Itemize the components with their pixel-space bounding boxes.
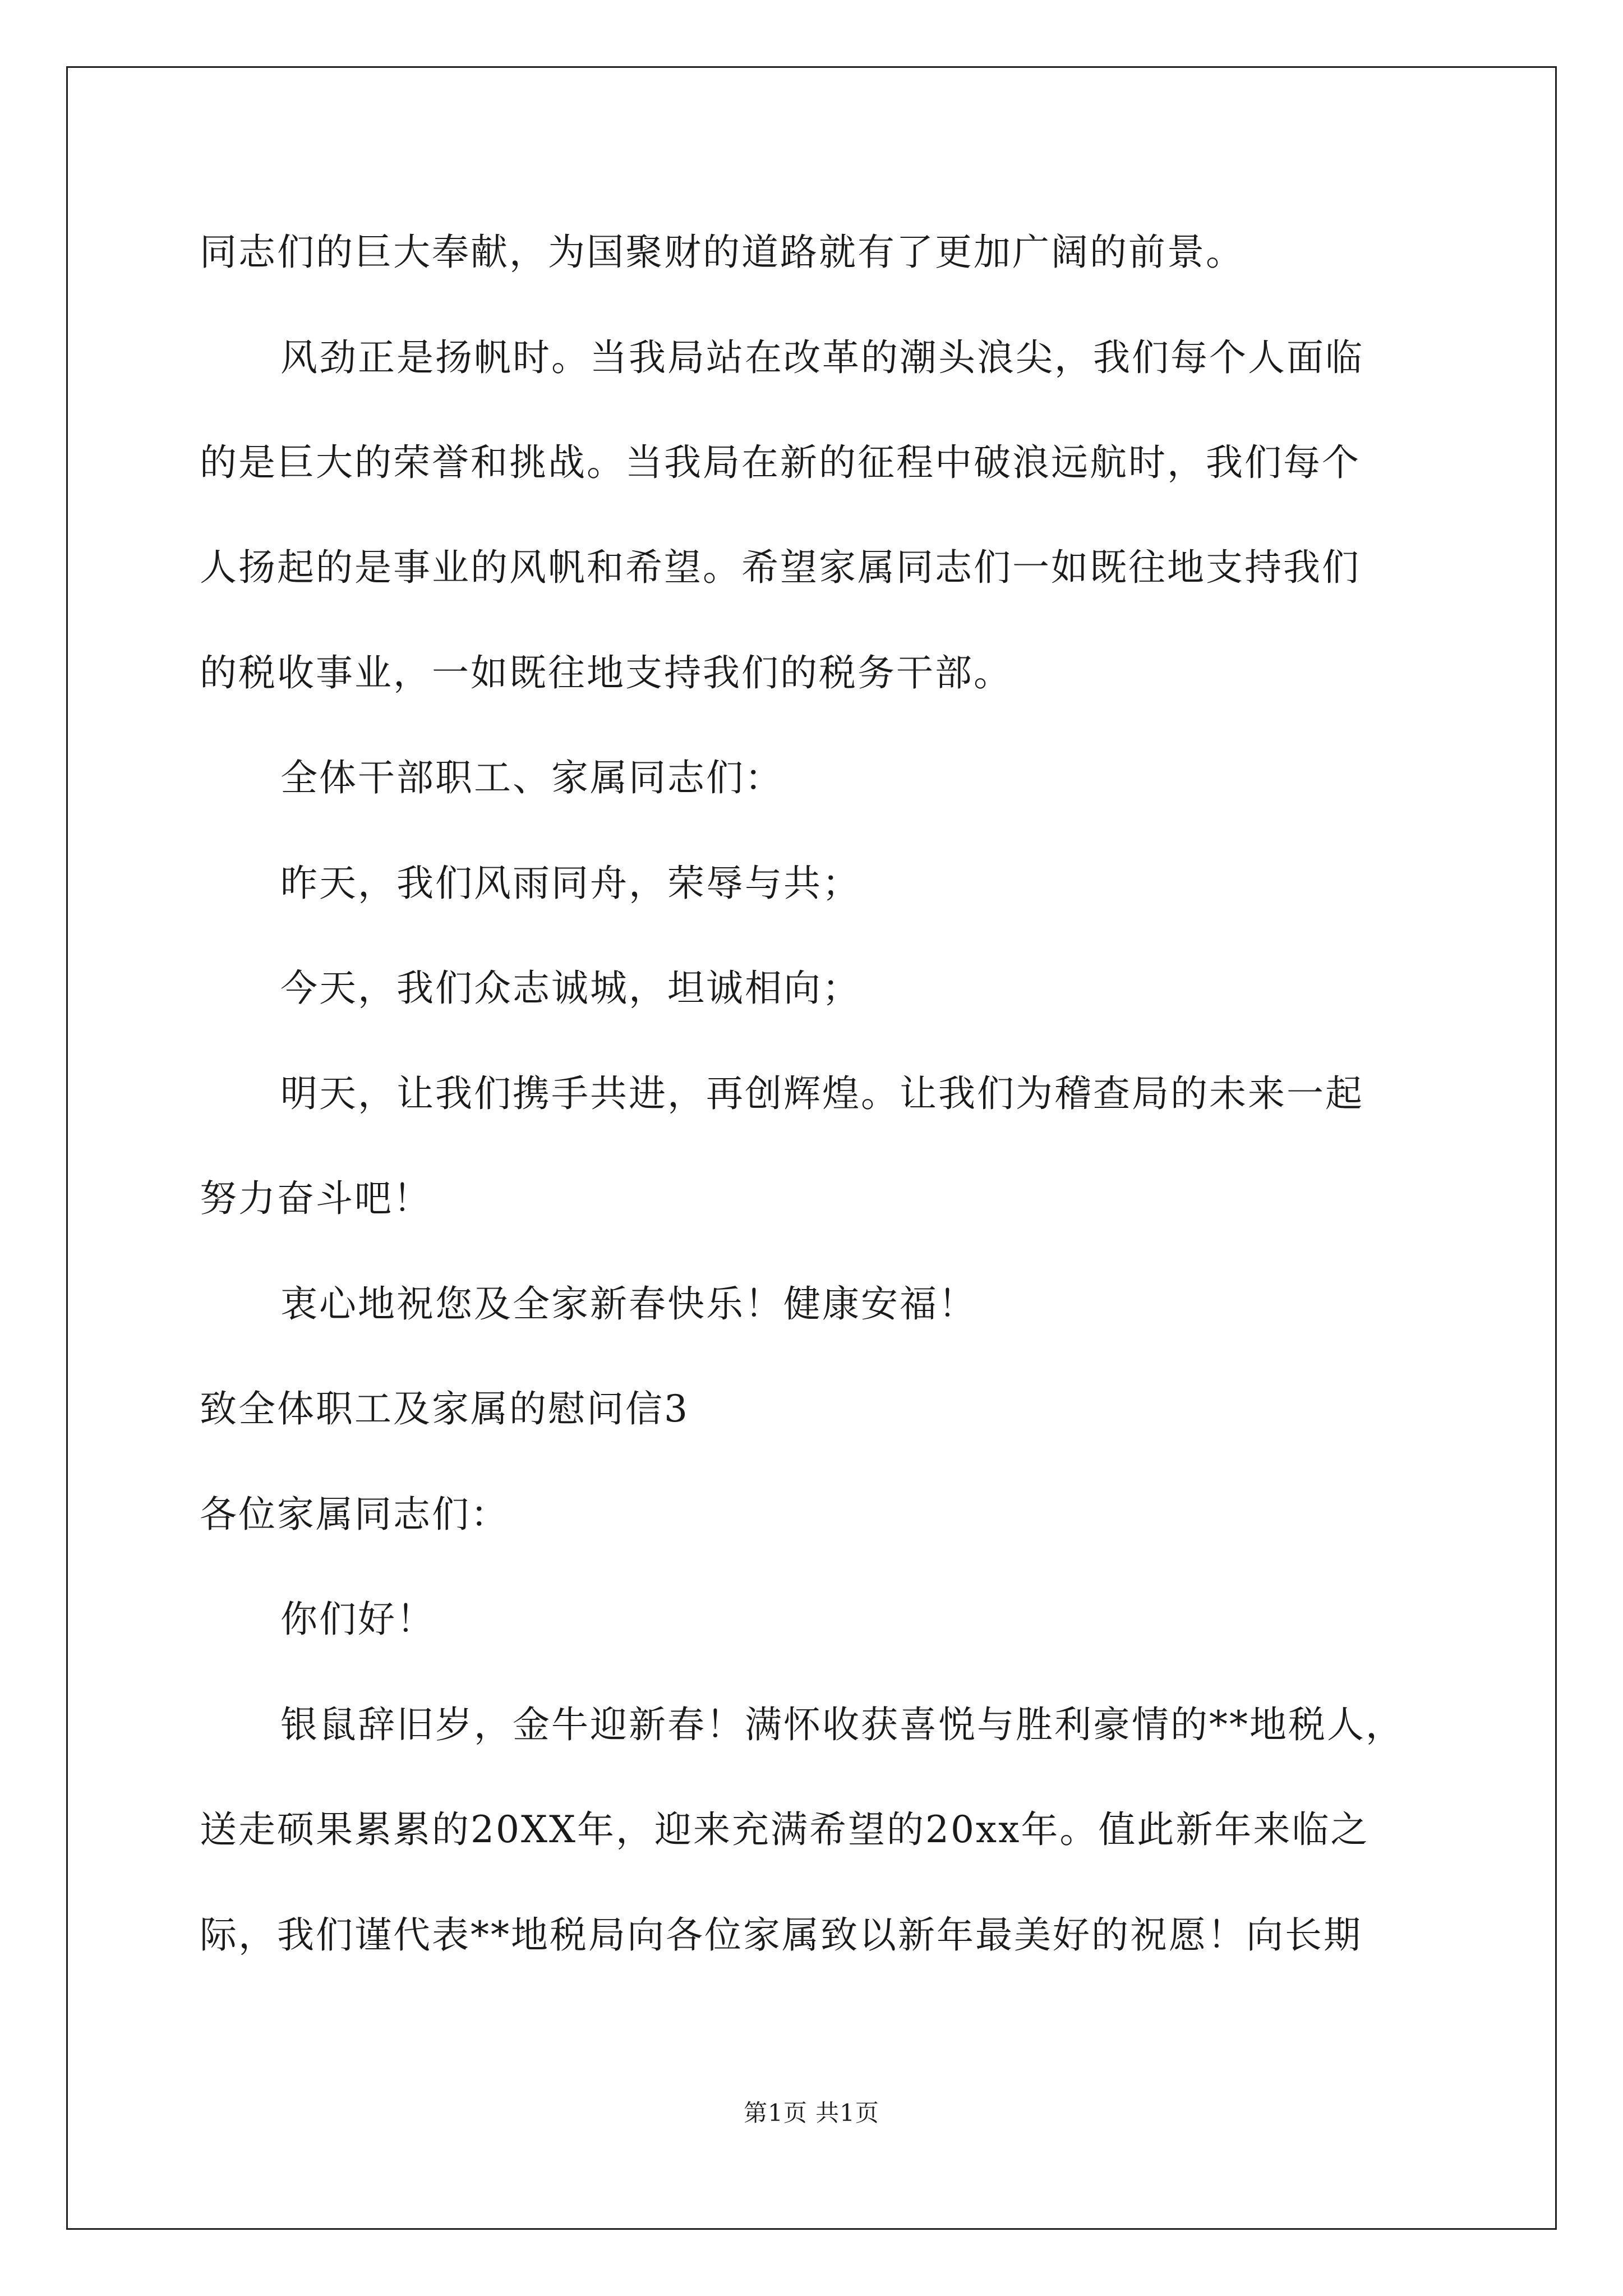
body-line-5: 的税收事业，一如既往地支持我们的税务干部。: [200, 651, 1012, 694]
closing-wishes: 衷心地祝您及全家新春快乐！健康安福！: [280, 1282, 977, 1326]
body-line-strive: 努力奋斗吧！: [200, 1177, 432, 1220]
body-line-4: 人扬起的是事业的风帆和希望。希望家属同志们一如既往地支持我们: [200, 546, 1361, 589]
letter-greeting: 你们好！: [280, 1598, 435, 1641]
letter-salutation: 各位家属同志们：: [200, 1493, 509, 1536]
letter-body-line-3: 际，我们谨代表**地税局向各位家属致以新年最美好的祝愿！向长期: [200, 1913, 1362, 1957]
page-border: [66, 66, 1557, 2230]
body-line-yesterday: 昨天，我们风雨同舟，荣辱与共；: [280, 862, 861, 905]
salutation-line: 全体干部职工、家属同志们：: [280, 756, 783, 799]
body-line-1: 同志们的巨大奉献，为国聚财的道路就有了更加广阔的前景。: [200, 231, 1244, 274]
letter-body-line-1: 银鼠辞旧岁，金牛迎新春！满怀收获喜悦与胜利豪情的**地税人，: [280, 1703, 1404, 1746]
body-line-today: 今天，我们众志诚城，坦诚相向；: [280, 967, 861, 1010]
page-number-footer: 第1页 共1页: [744, 2099, 879, 2127]
section-title: 致全体职工及家属的慰问信3: [200, 1387, 689, 1430]
body-line-3: 的是巨大的荣誉和挑战。当我局在新的征程中破浪远航时，我们每个: [200, 441, 1361, 484]
letter-body-line-2: 送走硕果累累的20XX年，迎来充满希望的20xx年。值此新年来临之: [200, 1808, 1370, 1851]
body-line-2: 风劲正是扬帆时。当我局站在改革的潮头浪尖，我们每个人面临: [280, 336, 1364, 379]
body-line-tomorrow: 明天，让我们携手共进，再创辉煌。让我们为稽查局的未来一起: [280, 1072, 1364, 1115]
